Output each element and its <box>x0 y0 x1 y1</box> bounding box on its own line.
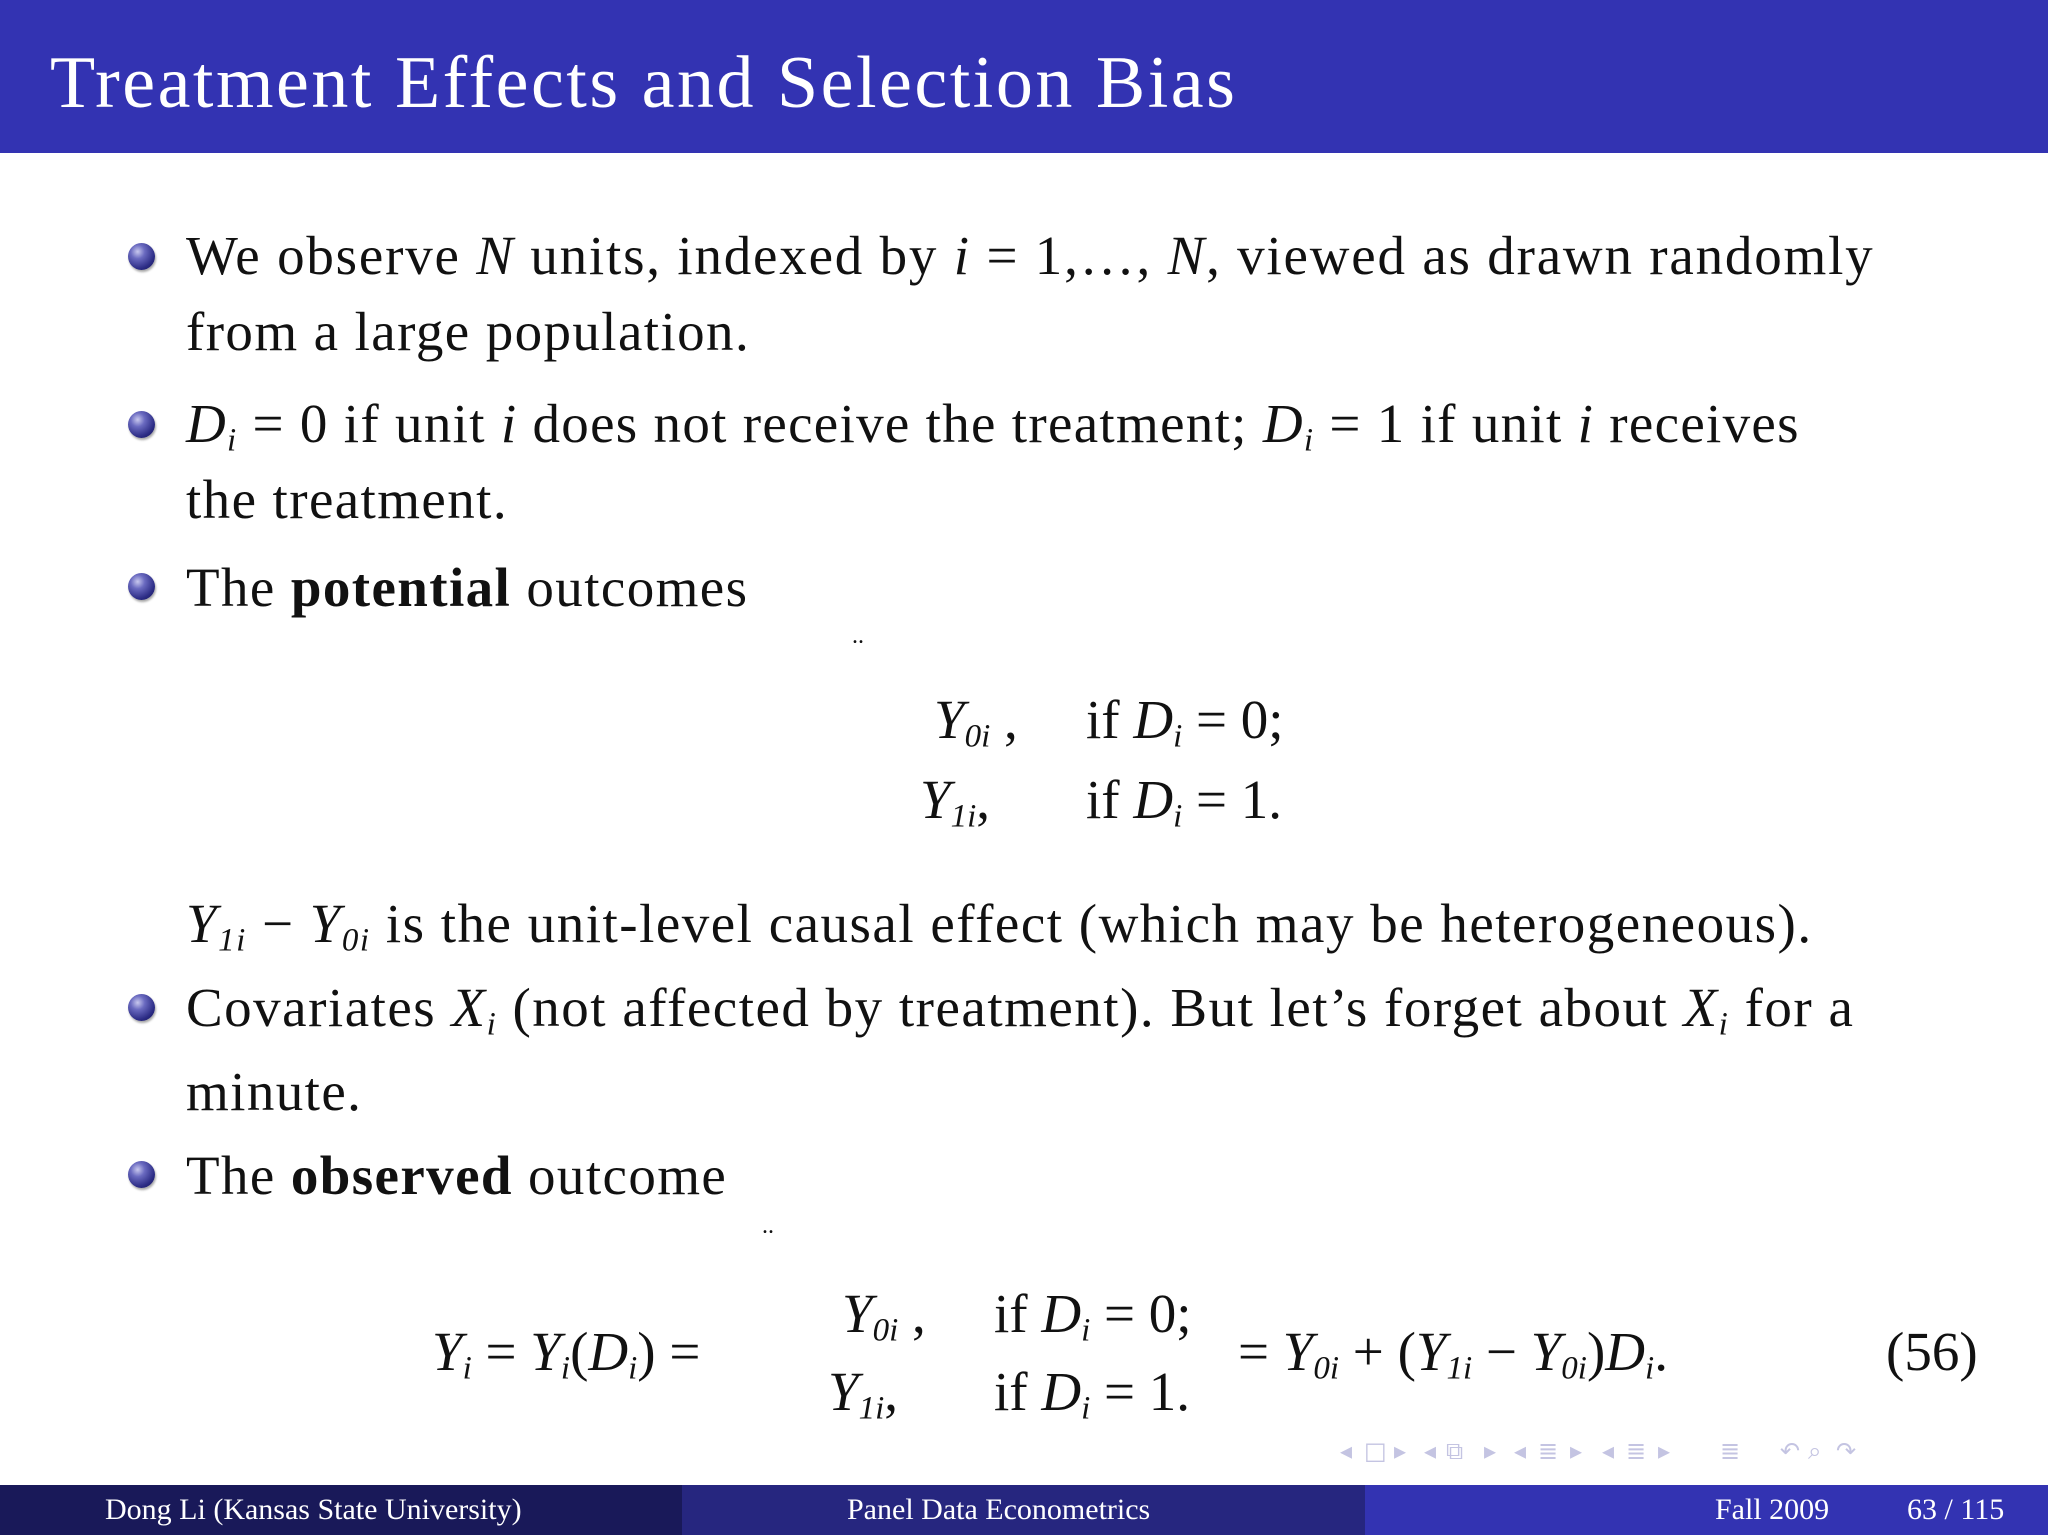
nav-subsection-icon[interactable]: ⧉ <box>1446 1437 1464 1465</box>
observed-case-1-condition: if $D_i = 0$; <box>994 1283 1192 1349</box>
bullet-2-line-1: $D_i = 0$ if unit i does not receive the treatment; $D_i = 1$ if unit i receives <box>186 393 1800 459</box>
footer-term: Fall 2009 <box>1715 1493 1830 1526</box>
bullet-4-line-1: Covariates $X_i$ (not affected by treatment). But let’s forget about $X_i$ for a <box>186 977 1855 1043</box>
nav-right-arrow-icon[interactable]: ▸ <box>1658 1437 1671 1465</box>
nav-right-arrow-icon[interactable]: ▸ <box>1394 1437 1407 1465</box>
bullet-3-line: The potential outcomes <box>186 557 749 618</box>
equation-number: (56) <box>1886 1321 1978 1382</box>
observed-case-1-value: $Y_{0i}$ , <box>842 1283 926 1349</box>
nav-redo-icon[interactable]: ↷ <box>1836 1437 1857 1465</box>
nav-left-arrow-icon[interactable]: ◂ <box>1514 1437 1527 1465</box>
nav-section-icon[interactable]: ≣ <box>1538 1437 1559 1465</box>
cases-brace-dots: .. <box>852 623 864 649</box>
footer-author: Dong Li (Kansas State University) <box>105 1493 522 1526</box>
bullet-marker-5 <box>128 1161 155 1188</box>
potential-case-2-value: $Y_{1i}$, <box>920 769 991 835</box>
nav-right-arrow-icon[interactable]: ▸ <box>1484 1437 1497 1465</box>
observed-brace-dots: .. <box>762 1213 774 1239</box>
bullet-marker-2 <box>128 411 155 438</box>
nav-align-icon[interactable]: ≣ <box>1720 1437 1741 1465</box>
nav-left-arrow-icon[interactable]: ◂ <box>1340 1437 1353 1465</box>
slide-title-bar <box>0 0 2048 153</box>
nav-right-arrow-icon[interactable]: ▸ <box>1570 1437 1583 1465</box>
bullet-1-line-2: from a large population. <box>186 301 751 362</box>
nav-left-arrow-icon[interactable]: ◂ <box>1602 1437 1615 1465</box>
nav-undo-icon[interactable]: ↶ <box>1780 1437 1801 1465</box>
nav-frame-icon[interactable]: □ <box>1364 1437 1387 1465</box>
potential-case-1-condition: if $D_i = 0$; <box>1086 689 1284 755</box>
footer-course-section <box>682 1485 1365 1535</box>
bullet-marker-1 <box>128 243 155 270</box>
footer-bar <box>0 1485 2048 1535</box>
footer-author-section <box>0 1485 682 1535</box>
observed-case-2-condition: if $D_i = 1$. <box>994 1361 1191 1427</box>
potential-case-2-condition: if $D_i = 1$. <box>1086 769 1283 835</box>
causal-effect-line: $Y_{1i} - Y_{0i}$ is the unit-level causal effect (which may be heterogeneous). <box>186 893 1813 959</box>
nav-search-icon[interactable]: ⌕ <box>1808 1437 1822 1465</box>
observed-equation-rhs: = $Y_{0i} + (Y_{1i} - Y_{0i})D_i$. <box>1238 1321 1668 1387</box>
nav-left-arrow-icon[interactable]: ◂ <box>1424 1437 1437 1465</box>
bullet-4-line-2: minute. <box>186 1061 363 1122</box>
slide-title: Treatment Effects and Selection Bias <box>50 42 1238 124</box>
footer-page-number: 63 / 115 <box>1907 1493 2005 1526</box>
observed-equation-lhs: $Y_i = Y_i(D_i)$ = <box>432 1321 701 1387</box>
bullet-marker-4 <box>128 994 155 1021</box>
observed-case-2-value: $Y_{1i}$, <box>828 1361 899 1427</box>
bullet-2-line-2: the treatment. <box>186 469 508 530</box>
navigation-bar <box>1340 1437 2040 1473</box>
bullet-1-line-1: We observe N units, indexed by i = 1,…, N, viewed as drawn randomly <box>186 225 1875 286</box>
bullet-marker-3 <box>128 573 155 600</box>
footer-course: Panel Data Econometrics <box>847 1493 1151 1526</box>
footer-info-section <box>1365 1485 2048 1535</box>
nav-presentation-icon[interactable]: ≣ <box>1626 1437 1647 1465</box>
potential-case-1-value: $Y_{0i}$ , <box>934 689 1018 755</box>
bullet-5-line: The observed outcome <box>186 1145 728 1206</box>
